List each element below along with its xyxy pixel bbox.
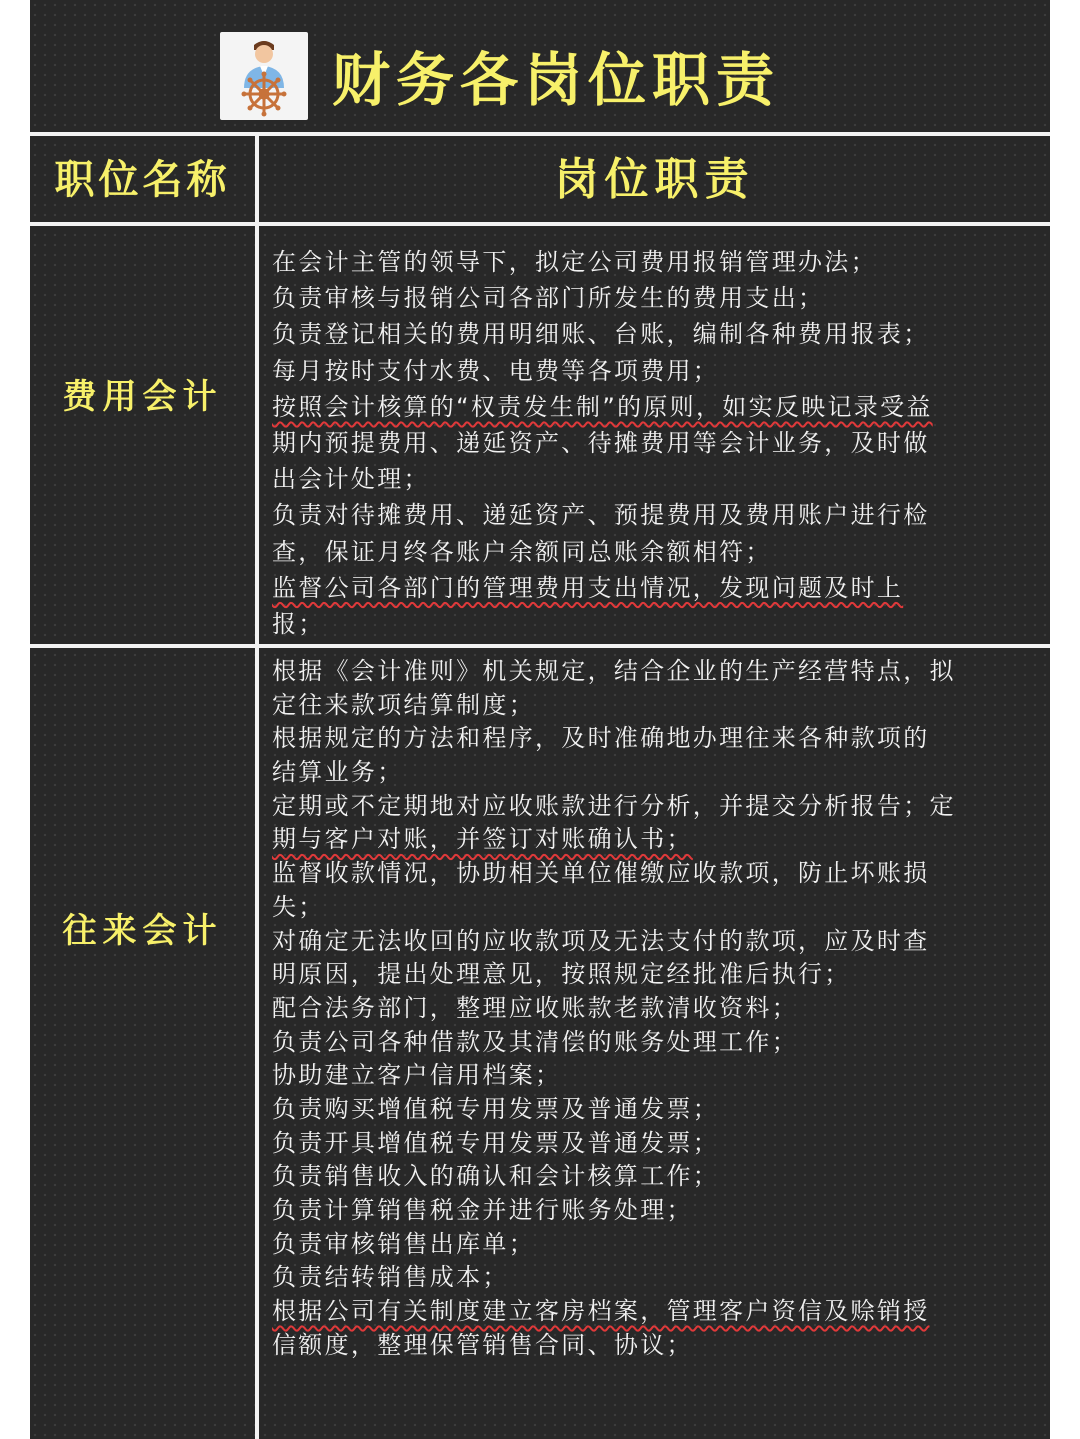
page-header [30, 0, 1050, 132]
page-title: 财务各岗位职责 [332, 46, 781, 114]
duty-line: 定往来款项结算制度； [272, 690, 535, 719]
duty-line: 报； [272, 609, 325, 638]
column-header-role: 职位名称 [54, 157, 231, 203]
duties-expense-accountant [272, 244, 1042, 642]
duty-line: 根据规定的方法和程序，及时准确地办理往来各种款项的 [272, 724, 930, 753]
role-name-receivables-accountant: 往来会计 [62, 911, 223, 951]
duty-line: 负责开具增值税专用发票及普通发票； [272, 1128, 720, 1157]
table-top-border [30, 132, 1050, 136]
duty-line: 信额度，整理保管销售合同、协议； [272, 1330, 693, 1359]
role-name-expense-accountant: 费用会计 [62, 377, 223, 417]
duty-line: 负责对待摊费用、递延资产、预提费用及费用账户进行检 [272, 501, 930, 530]
duty-line: 负责结转销售成本； [272, 1263, 509, 1292]
accountant-ship-wheel-icon [220, 32, 308, 120]
duty-line: 定期或不定期地对应收账款进行分析，并提交分析报告；定 [272, 791, 956, 820]
duty-line-highlighted: 根据公司有关制度建立客房档案，管理客户资信及赊销授 [272, 1297, 930, 1326]
duty-line: 对确定无法收回的应收款项及无法支付的款项，应及时查 [272, 926, 930, 955]
duty-line: 查，保证月终各账户余额同总账余额相符； [272, 537, 772, 566]
duties-receivables-accountant [272, 655, 1042, 1362]
duty-line: 配合法务部门，整理应收账款老款清收资料； [272, 993, 798, 1022]
duty-line: 在会计主管的领导下，拟定公司费用报销管理办法； [272, 248, 877, 276]
duty-line: 负责公司各种借款及其清偿的账务处理工作； [272, 1027, 798, 1056]
duty-line: 负责审核销售出库单； [272, 1229, 535, 1258]
header-row-border [30, 222, 1050, 226]
row-divider [30, 644, 1050, 648]
column-header-duty: 岗位职责 [554, 154, 755, 205]
duty-line: 监督收款情况，协助相关单位催缴应收款项，防止坏账损 [272, 859, 930, 888]
duty-line: 出会计处理； [272, 465, 430, 494]
duty-line: 负责审核与报销公司各部门所发生的费用支出； [272, 284, 825, 313]
duty-line: 明原因，提出处理意见，按照规定经批准后执行； [272, 960, 851, 989]
duty-line: 负责购买增值税专用发票及普通发票； [272, 1094, 720, 1123]
duty-line: 负责计算销售税金并进行账务处理； [272, 1196, 693, 1224]
duty-line: 失； [272, 892, 325, 921]
duty-line-highlighted: 按照会计核算的“权责发生制”的原则，如实反映记录受益 [272, 392, 933, 421]
duty-line: 每月按时支付水费、电费等各项费用； [272, 356, 720, 385]
duty-line: 负责销售收入的确认和会计核算工作； [272, 1162, 720, 1191]
duty-line: 根据《会计准则》机关规定，结合企业的生产经营特点，拟 [272, 657, 956, 685]
document-board [30, 0, 1050, 1439]
duty-line: 期内预提费用、递延资产、待摊费用等会计业务，及时做 [272, 428, 930, 457]
duty-line-highlighted: 监督公司各部门的管理费用支出情况，发现问题及时上 [272, 573, 904, 602]
duty-line-highlighted: 期与客户对账，并签订对账确认书； [272, 825, 693, 854]
duty-line: 协助建立客户信用档案； [272, 1061, 562, 1090]
duty-line: 结算业务； [272, 758, 404, 787]
duty-line: 负责登记相关的费用明细账、台账，编制各种费用报表； [272, 320, 930, 349]
column-divider [255, 226, 259, 1439]
